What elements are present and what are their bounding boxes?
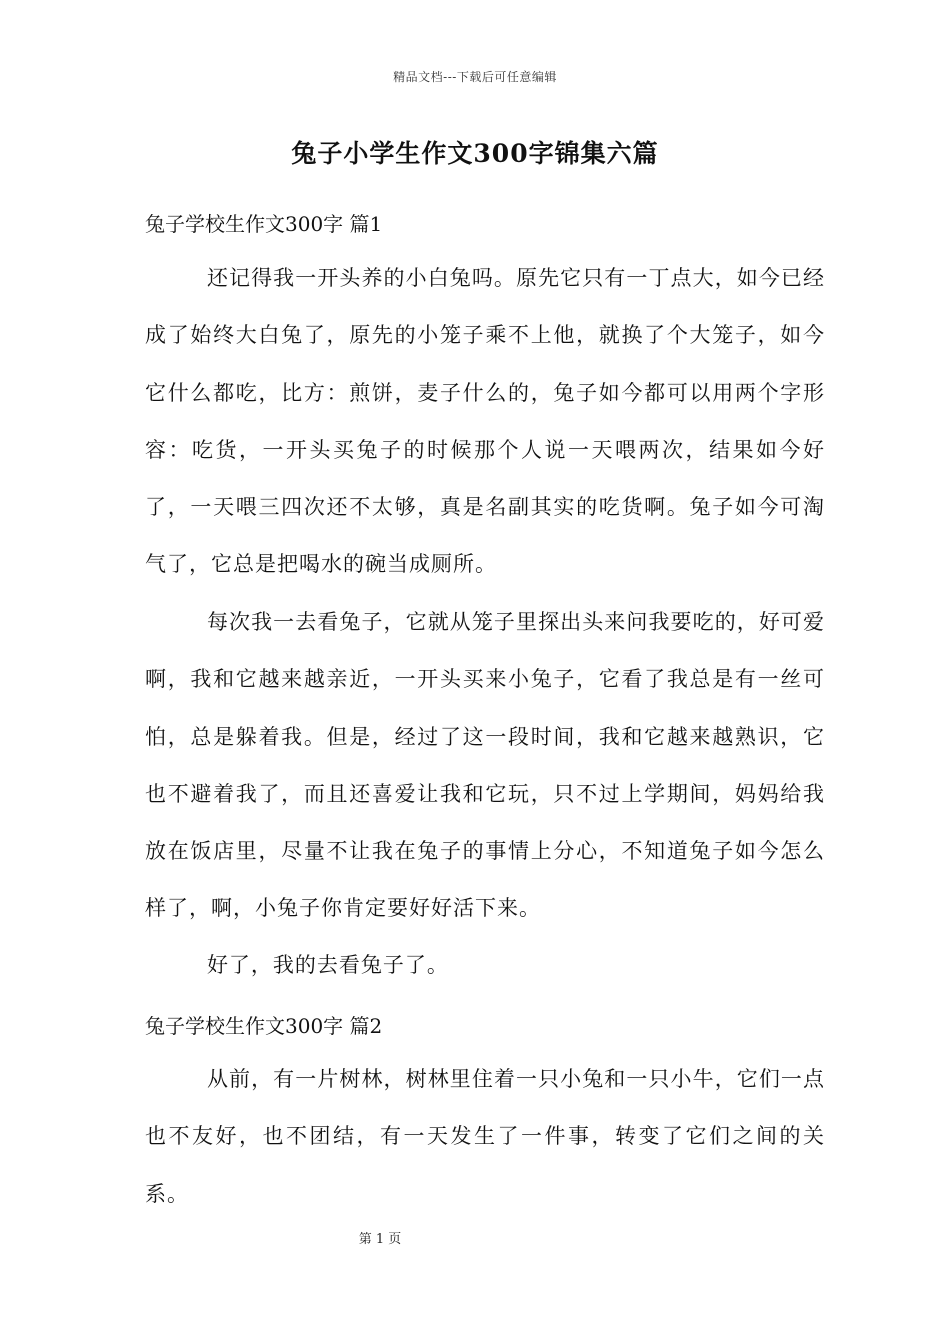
paragraph-2-1: 从前，有一片树林，树林里住着一只小兔和一只小牛，它们一点也不友好，也不团结，有一天发生了一件事，转变了它们之间的关系。: [145, 1067, 825, 1206]
paragraph-1-2: 每次我一去看兔子，它就从笼子里探出头来问我要吃的，好可爱啊，我和它越来越亲近，一开头买来小兔子，它看了我总是有一丝可怕，总是躲着我。但是，经过了这一段时间，我和它越来越熟识，它也不避着我了，而且还喜爱让我和它玩，只不过上学期间，妈妈给我放在饭店里，尽量不让我在兔子的事情上分心，不知道兔子如今怎么样了，啊，小兔子你肯定要好好活下来。: [145, 610, 825, 921]
header-note: 精品文档---下载后可任意编辑: [393, 70, 557, 84]
section-heading-1: 兔子学校生作文300字 篇1: [145, 212, 383, 236]
section-heading-2: 兔子学校生作文300字 篇2: [145, 1014, 383, 1038]
document-title: 兔子小学生作文300字锦集六篇: [291, 139, 659, 168]
paragraph-1-1: 还记得我一开头养的小白兔吗。原先它只有一丁点大，如今已经成了始终大白兔了，原先的小笼子乘不上他，就换了个大笼子，如今它什么都吃，比方：煎饼，麦子什么的，兔子如今都可以用两个字形容：吃货，一开头买兔子的时候那个人说一天喂两次，结果如今好了，一天喂三四次还不太够，真是名副其实的吃货啊。兔子如今可淘气了，它总是把喝水的碗当成厕所。: [145, 266, 825, 577]
paragraph-1-3: 好了，我的去看兔子了。: [206, 953, 449, 977]
page-number: 第 1 页: [358, 1232, 402, 1247]
